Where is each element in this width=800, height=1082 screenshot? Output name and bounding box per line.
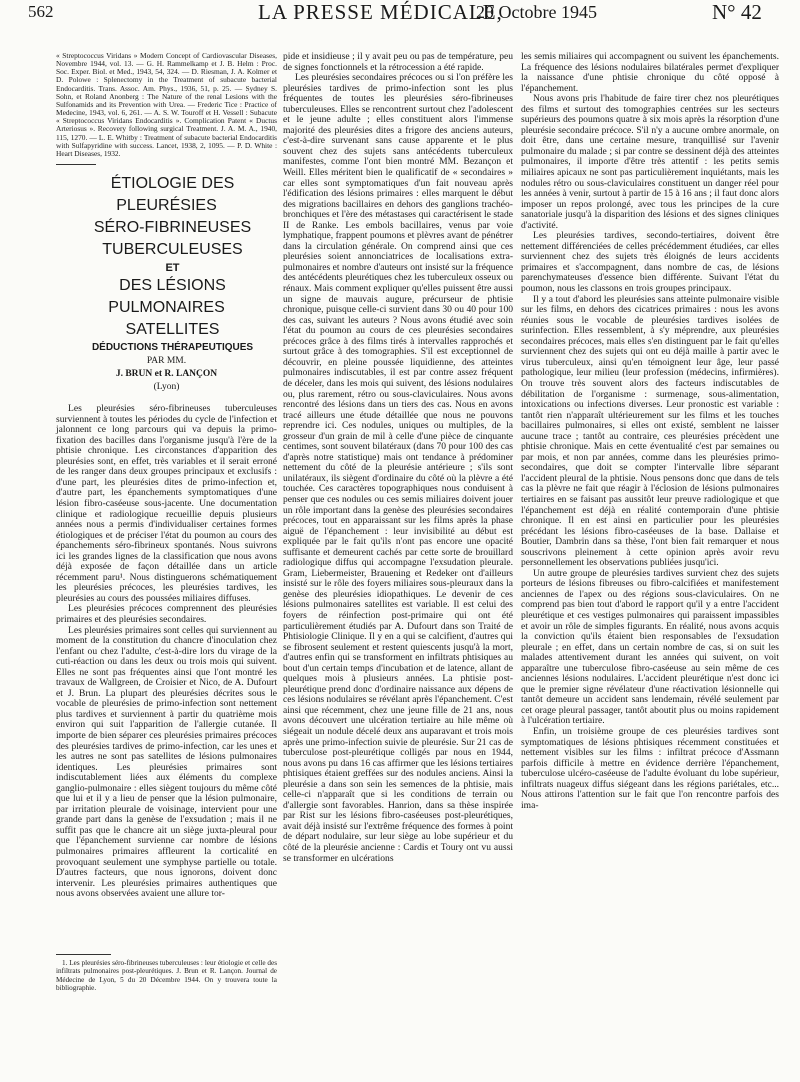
author-prefix: PAR MM. bbox=[146, 356, 187, 367]
body-paragraph: Les pleurésies précoces comprennent des pleurésies primaires et des pleurésies secondaires. bbox=[56, 603, 277, 625]
issue-number: N° 42 bbox=[712, 0, 762, 24]
title-conjunction: ET bbox=[165, 262, 180, 275]
divider bbox=[56, 164, 96, 165]
issue-date: 20 Octobre 1945 bbox=[476, 2, 597, 22]
title-line: ÉTIOLOGIE DES PLEURÉSIES bbox=[110, 175, 235, 215]
column-2 bbox=[283, 52, 513, 864]
title-line: SÉRO-FIBRINEUSES bbox=[93, 219, 252, 237]
body-paragraph: pide et insidieuse ; il y avait peu ou pas de température, peu de signes fonctionnels et la rétrocession a été rapide. bbox=[283, 51, 513, 73]
body-paragraph: Les pleurésies primaires sont celles qui surviennent au moment de la constitution du chancre d'inoculation chez l'enfant ou chez l'adulte, c'est-à-dire lors du virage de la cuti-réaction ou dans les deux ou trois mois qui suivent. Elles ne sont pas fréquentes ainsi que l'ont montré les travaux de Wallgreen, de Croisier et Nico, de A. Dufourt et J. Brun. La plupart des pleurésies décrites sous le vocable de pleurésies de primo-infection sont nettement plus tardives et surviennent à partir du quatrième mois environ qui suit l'apparition de l'allergie cutanée. Il importe de bien séparer ces pleurésies primaires précoces des pleurésies tardives de primo-infection, car les unes et les autres ne sont pas satellites de lésions pulmonaires identiques. Les pleurésies primaires sont indiscutablement liées aux éléments du complexe ganglio-pulmonaire : elles siègent toujours du même côté que lui et il y a lieu de penser que la lésion pulmonaire, par irritation pleurale de voisinage, intervient pour une grande part dans la genèse de l'exsudation ; mais il ne suffit pas que le chancre ait un siège juxta-pleural pour que l'épanchement survienne car nombre de lésions pulmonaires primaires affleurent la corticalité en provoquant seulement une symphyse partielle ou totale. D'autres facteurs, que nous ignorons, doivent donc intervenir. Les pleurésies primaires authentiques que nous avons observées avaient une allure tor- bbox=[56, 624, 277, 900]
article-title bbox=[56, 173, 277, 355]
title-line: SATELLITES bbox=[125, 321, 220, 339]
title-line: TUBERCULEUSES bbox=[102, 241, 243, 259]
body-paragraph: Les pleurésies tardives, secondo-tertiaires, doivent être nettement différenciées de celles précédemment étudiées, car elles surviennent chez des sujets très éloignés de leurs accidents primaires et s'accompagnent, dans nombre de cas, de lésions parenchymateuses d'essence bien différente. Suivant l'état du poumon, nous les classons en trois groupes principaux. bbox=[521, 230, 779, 295]
article-subtitle: DÉDUCTIONS THÉRAPEUTIQUES bbox=[91, 342, 254, 354]
author-names: J. BRUN et R. LANÇON bbox=[115, 369, 218, 380]
body-paragraph: Enfin, un troisième groupe de ces pleurésies tardives sont symptomatiques de lésions phtisiques récemment constituées et nettement visibles sur les films : infiltrat précoce d'Assmann parfois difficile à mettre en évidence derrière l'épanchement, tuberculose ulcéro-caséeuse de l'adulte évoluant du lobe supérieur, infiltrats nuageux diffus siégeant dans les régions pariétales, etc... Nous attirons l'attention sur le fait que l'on rencontre parfois des ima- bbox=[521, 726, 779, 811]
body-paragraph: Les pleurésies secondaires précoces ou si l'on préfère les pleurésies tardives de primo-infection sont les plus fréquentes de toutes les pleurésies séro-fibrineuses tuberculeuses. Elles se rencontrent surtout chez l'adolescent et le jeune adulte ; elles constituent alors l'immense majorité des pleurésies dites a frigore des anciens auteurs, c'est-à-dire survenant sans cause apparente et le plus souvent chez des sujets sans antécédents tuberculeux manifestes, comme l'ont bien montré MM. Bezançon et Weill. Elles méritent bien le qualificatif de « secondaires » car elles sont symptomatiques d'un fait nouveau après l'édification des lésions primaires : elles marquent le début des migrations bacillaires en dehors des ganglions trachéo-bronchiques et l'ère des métastases qui caractérisent le stade II de Ranke. Les embols bacillaires, venus par voie lymphatique, frappent poumons et plèvres avant de pénétrer dans la circulation générale. On comprend ainsi que ces pleurésies soient annonciatrices de localisations extra-pulmonaires et nombre d'auteurs ont insisté sur la fréquence des antécédents pleurétiques chez les tuberculeux osseux ou rénaux. Mais comment expliquer qu'elles puissent être aussi un signe de mauvais augure, précurseur de phtisie chronique, puisque celle-ci survient dans 30 ou 40 pour 100 des cas, suivant les auteurs ? Nous avons étudié avec soin l'état du poumon au cours de ces pleurésies secondaires précoces grâce à des films tirés à intervalles rapprochés et surtout grâce à des tomographies. S'il est exceptionnel de découvrir, en pleine poussée liquidienne, des atteintes pulmonaires indiscutables, il est par contre assez fréquent de déceler, dans les mois qui suivent, des lésions nodulaires ou, plus rarement, rétro ou sous-claviculaires. Nous avons rencontré des lésions dans un tiers des cas. Nous en avons tracé ailleurs une étude détaillée que nous ne pouvons reprendre ici. Ces nodules, uniques ou multiples, de la grosseur d'un grain de mil à celle d'une pièce de cinquante centimes, sont souvent bilatéraux (dans 70 pour 100 des cas d'après notre statistique) mais ont tendance à prédominer nettement du côté de la pleurésie antérieure ; s'ils sont unilatéraux, ils siègent d'ordinaire du côté où la plèvre a été touchée. Ces caractères topographiques nous conduisent à penser que ces nodules ou ces semis miliaires doivent jouer un rôle important dans la genèse des pleurésies secondaires précoces, tout en apparaissant sur les films après la phase aiguë de l'épanchement : leur invisibilité au début est expliquée par le fait qu'ils n'ont pas encore une opacité suffisante et demeurent cachés par cette sorte de brouillard radiologique diffus qui accompagne l'exsudation pleurale. Gram, Liebermeister, Brauening et Redeker ont d'ailleurs insisté sur le rôle des foyers miliaires sous-pleuraux dans la genèse des pleurésies idiopathiques. Le devenir de ces lésions pulmonaires satellites est variable. Il est celui des foyers de réinfection post-primaire qui ont été particulièrement étudiés par A. Dufourt dans son Traité de Phtisiologie Clinique. Il y en a qui se calcifient, d'autres qui se fibrosent seulement et restent quiescents jusqu'à la mort, d'autres enfin qui se transforment en infiltrats phtisiques au bout d'un certain temps d'incubation et de latence, allant de quelques mois à plusieurs années. La phtisie post-pleurétique prend donc d'ordinaire naissance aux dépens de ces lésions nodulaires se révélant après l'épanchement. C'est ainsi que récemment, chez une jeune fille de 21 ans, nous avons découvert une ulcération tertiaire au hile même où siégeait un nodule décelé deux ans auparavant et trois mois après une primo-infection suivie de pleurésie. Sur 21 cas de tuberculose post-pleurétique colligés par nous en 1944, nous avons pu dans 16 cas affirmer que les lésions tertiaires phtisiques étaient greffées sur des nodules anciens. Ainsi la pleurésie a dans son sein les semences de la phtisie, mais celle-ci n'apparaît que si les conditions de terrain ou d'allergie sont favorables. Hanrion, dans sa thèse inspirée par Rist sur les lésions fibro-caséeuses post-pleurétiques, avait déjà insisté sur l'extrême fréquence des formes à point de départ nodulaire, sur leur siège au lobe supérieur et du côté de la pleurésie ancienne : Cardis et Toury ont vu aussi se transformer en ulcérations bbox=[283, 72, 513, 864]
reference-list bbox=[56, 52, 277, 158]
column-1 bbox=[56, 52, 277, 900]
column-3 bbox=[521, 52, 779, 811]
reference-text: « Streptococcus Viridans » Modern Concept of Cardiovascular Diseases, Novembre 1944, vol. 13. — G. H. Rammelkamp et J. B. Helm : Proc. Soc. Exper. Biol. et Med., 1943, 54, 324. — D. Riesman, J. A. Kolmer et D. Polowe : Splenectomy in the Treatment of subacute bacterial Endocarditis. Trans. Assoc. Am. Phys., 1936, 51, p. 25. — Sydney S. Sohn, et Roland Anonberg : The Nature of the renal Lesions with the Sulfonamids and its Prevention with Urea. — Frederic Tice : Practice of Medecine, 1943, vol. 6, 261. — A. S. W. Touroff et H. Vessell : Subacute « Streptococcus Viridans Endocarditis ». Complication Patent « Ductus Arteriosus ». Recovery following surgical Treatment. J. A. M. A., 1940, 115, 1270. — L. E. Whitby : Treatment of subacute bacterial Endocarditis with Sulfapyridine with success. Lancet, 1938, 2, 1095. — P. D. White : Heart Diseases, 1932. bbox=[56, 51, 277, 158]
title-line: DES LÉSIONS PULMONAIRES bbox=[108, 277, 226, 317]
footnote-text: 1. Les pleurésies séro-fibrineuses tuberculeuses : leur étiologie et celle des infiltrats pulmonaires post-pleurétiques. J. Brun et R. Lançon. Journal de Médecine de Lyon, 5 du 20 Décembre 1944. On y trouvera toute la bibliographie. bbox=[56, 959, 277, 993]
footnote bbox=[56, 954, 277, 993]
footnote-rule bbox=[56, 954, 111, 955]
body-paragraph: les semis miliaires qui accompagnent ou suivent les épanchements. La fréquence des lésions nodulaires bilatérales permet d'expliquer la naissance d'une phtisie chronique du côté opposé à l'épanchement. bbox=[521, 51, 779, 94]
page-header bbox=[0, 0, 800, 34]
author-location: (Lyon) bbox=[153, 382, 180, 393]
body-paragraph: Un autre groupe de pleurésies tardives survient chez des sujets porteurs de lésions fibreuses ou fibro-calcifiées et manifestement anciennes de l'apex ou des régions sous-claviculaires. On ne comprend pas bien tout d'abord le rapport qu'il y a entre l'accident pleurétique et ces vestiges pulmonaires qui paraissent impassibles et avoir un rôle de simples figurants. En réalité, nous avons acquis la conviction qu'ils étaient bien responsables de l'exsudation pleurale ; en effet, dans un certain nombre de cas, si on suit les malades attentivement durant les années qui suivent, on voit apparaître une tuberculose fibro-caséeuse au sein même de ces anciennes lésions nodulaires. L'accident pleurétique n'est donc ici que le premier signe révélateur d'une réactivation lésionnelle qui tantôt demeure un accident sans lendemain, révélé seulement par cet orage pleural passager, tantôt aboutit plus ou moins rapidement à l'ulcération tertiaire. bbox=[521, 567, 779, 727]
journal-title: LA PRESSE MÉDICALE, bbox=[258, 0, 503, 24]
page-number: 562 bbox=[28, 2, 54, 21]
author-block bbox=[56, 355, 277, 394]
body-paragraph: Les pleurésies séro-fibrineuses tuberculeuses surviennent à toutes les périodes du cycle de l'infection et jalonnent ce long parcours qui va depuis la primo-fixation des bacilles dans l'organisme jusqu'à l'ère de la phtisie chronique. Les circonstances d'apparition des pleurésies sont, en effet, très variables et il serait erroné de les ranger dans deux groupes principaux et exclusifs : d'une part, les pleurésies dites de primo-infection et, d'autre part, les épanchements symptomatiques d'une lésion fibro-caséeuse sous-jacente. Une documentation clinique et radiologique recueillie depuis plusieurs années nous a permis d'individualiser certaines formes étiologiques et de préciser l'état du poumon au cours des épanchements séro-fibrineux spontanés. Nous suivrons ici les grandes lignes de la classification que nous avons déjà exposée de façon détaillée dans un article récemment paru¹. Nous distinguerons schématiquement les pleurésies précoces, les pleurésies tardives, les pleurésies au cours des poussées miliaires diffuses. bbox=[56, 403, 277, 604]
body-paragraph: Nous avons pris l'habitude de faire tirer chez nos pleurétiques des films et surtout des tomographies centrées sur les secteurs supérieurs des poumons quatre à six mois après la résorption d'une pleurésie secondaire précoce. S'il n'y a aucune ombre anormale, on doit être, dans une certaine mesure, tranquillisé sur l'avenir pulmonaire du malade ; si par contre se dessinent déjà des atteintes pulmonaires, il importe d'être très attentif : les petits semis miliaires apicaux ne sont pas particulièrement inquiétants, mais les nodules rétro ou sous-claviculaires constituent un danger réel pour les années à venir, surtout à partir de 15 à 16 ans ; il faut donc alors imposer un repos prolongé, avec tous les principes de la cure sanatoriale jusqu'à la disparition des lésions et des signes cliniques d'activité. bbox=[521, 93, 779, 231]
body-paragraph: Il y a tout d'abord les pleurésies sans atteinte pulmonaire visible sur les films, en dehors des cicatrices primaires : nous les avons réunies sous le vocable de pleurésies tardives isolées de surinfection. Elles ressemblent, à s'y méprendre, aux pleurésies secondaires précoces, mais elles s'en distinguent par le fait qu'elles surviennent chez des sujets qui ont eu déjà maille à partir avec le virus tuberculeux, ainsi qu'en témoignent leur âge, leur passé pathologique, leur milieu (leur profession (médecins, infirmières). On trouve très souvent alors des facteurs indiscutables de débilitation de l'organisme : surmenage, sous-alimentation, intoxications ou infections diverses. Leur pronostic est variable : tantôt rien n'apparaît ultérieurement sur les films et les touches bacillaires pulmonaires, si elles ont existé, semblent ne laisser aucune trace ; tantôt au contraire, ces pleurésies précèdent une phtisie chronique. Mais en cette éventualité c'est par semaines ou par mois, et non par années, comme dans les pleurésies primo-secondaires, que doit se compter l'intervalle libre séparant l'accident pleural de la phtisie. Nous pensons donc que dans de tels cas la plèvre ne fait que réagir à l'éclosion de lésions pulmonaires tertiaires en se faisant pas aussitôt leur preuve radiologique et que l'épanchement est déjà en réalité contemporain d'une phtisie chronique. Il en est ainsi en particulier pour les pleurésies précédant les lésions fibro-caséeuses de la base. Dallaise et Boutier, Dambrin dans sa thèse, l'ont bien fait remarquer et nous souscrivons pleinement à cette opinion après avoir revu personnellement les observations publiées jusqu'ici. bbox=[521, 293, 779, 569]
